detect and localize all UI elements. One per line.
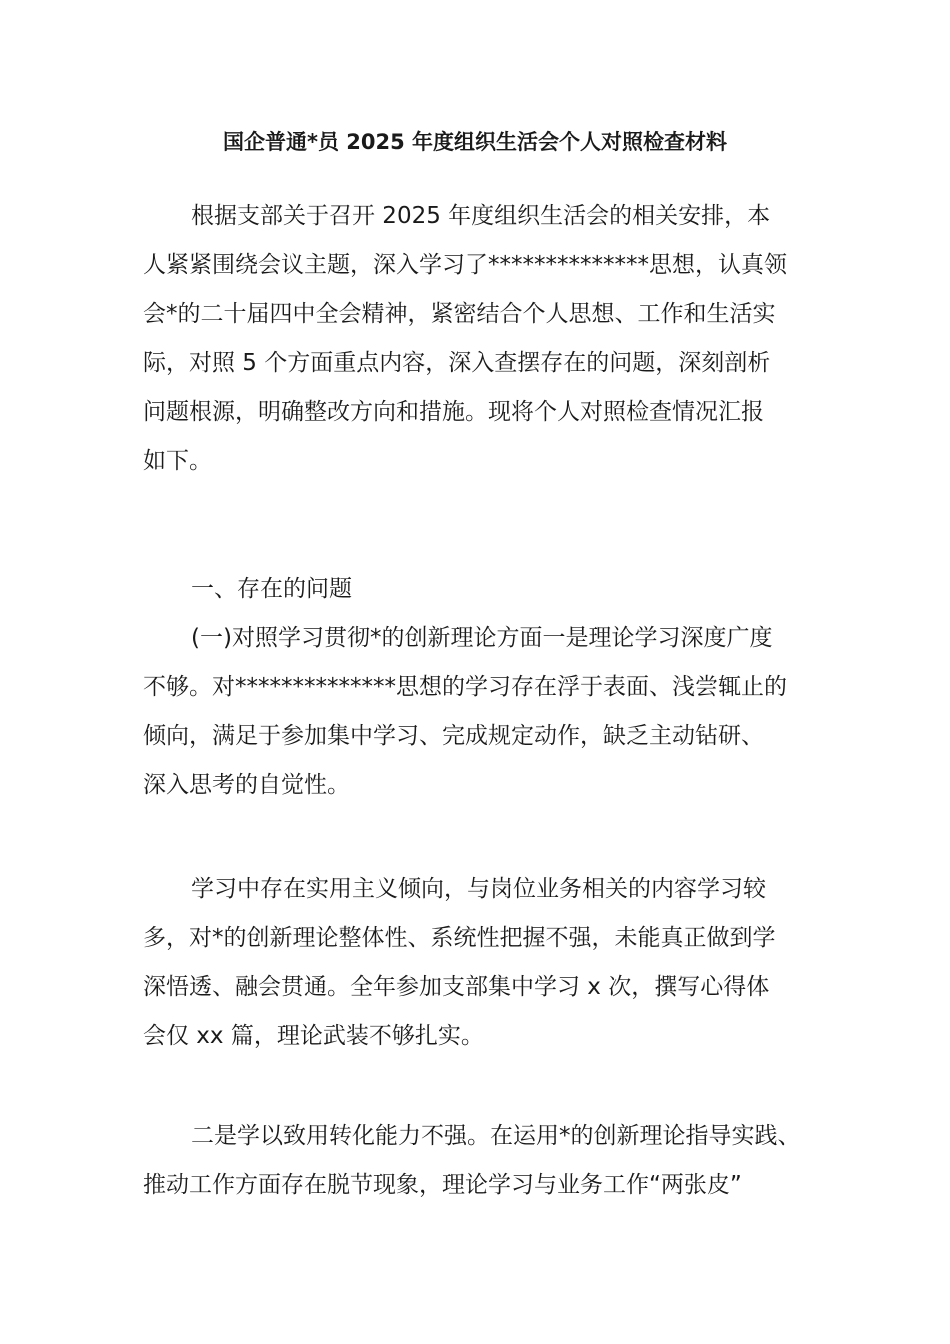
- text-line: 根据支部关于召开 2025 年度组织生活会的相关安排，本: [191, 203, 771, 229]
- text-line: 学习中存在实用主义倾向，与岗位业务相关的内容学习较: [191, 876, 766, 902]
- text-line: 二是学以致用转化能力不强。在运用*的创新理论指导实践、: [191, 1123, 801, 1149]
- text-line: 推动工作方面存在脱节现象，理论学习与业务工作“两张皮”: [143, 1172, 742, 1198]
- text-line: 会仅 xx 篇，理论武装不够扎实。: [143, 1023, 484, 1049]
- problems-section: [143, 565, 823, 810]
- text-line: 问题根源，明确整改方向和措施。现将个人对照检查情况汇报: [143, 399, 764, 425]
- text-line: (一)对照学习贯彻*的创新理论方面一是理论学习深度广度: [191, 625, 773, 651]
- intro-paragraph: [143, 192, 823, 486]
- section-heading: 一、存在的问题: [191, 576, 352, 602]
- text-line: 不够。对**************思想的学习存在浮于表面、浅尝辄止的: [143, 674, 787, 700]
- text-line: 多，对*的创新理论整体性、系统性把握不强，未能真正做到学: [143, 925, 776, 951]
- study-paragraph: [143, 865, 823, 1061]
- application-paragraph: [143, 1112, 823, 1210]
- text-line: 倾向，满足于参加集中学习、完成规定动作，缺乏主动钻研、: [143, 723, 764, 749]
- text-line: 深入思考的自觉性。: [143, 772, 350, 798]
- text-line: 深悟透、融会贯通。全年参加支部集中学习 x 次，撰写心得体: [143, 974, 770, 1000]
- text-line: 会*的二十届四中全会精神，紧密结合个人思想、工作和生活实: [143, 301, 776, 327]
- text-line: 际，对照 5 个方面重点内容，深入查摆存在的问题，深刻剖析: [143, 350, 771, 376]
- document-title: 国企普通*员 2025 年度组织生活会个人对照检查材料: [222, 130, 728, 154]
- text-line: 如下。: [143, 448, 212, 474]
- text-line: 人紧紧围绕会议主题，深入学习了**************思想，认真领: [143, 252, 787, 278]
